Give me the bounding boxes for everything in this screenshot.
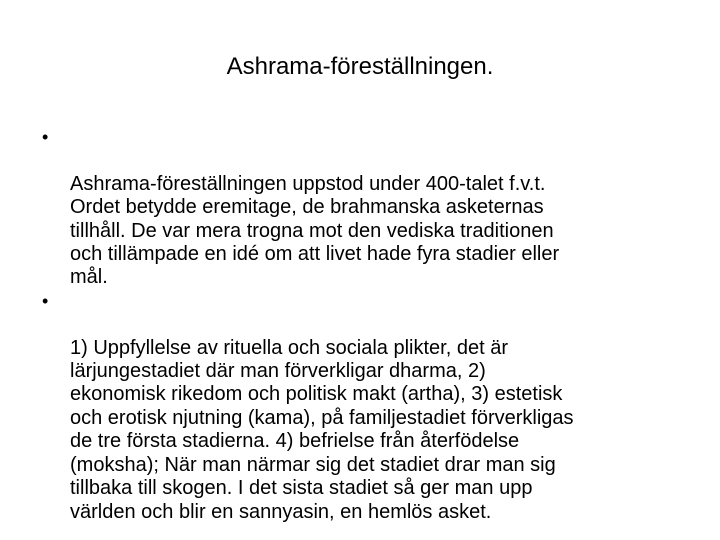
bullet-text: Ashrama-föreställningen uppstod under 400-talet f.v.t. Ordet betydde eremitage, de brahmanska asketernas tillhåll. De var mera trogna mot den vediska traditionen och tillämpade en idé om att livet hade fyra stadier eller mål. [70,172,560,289]
slide-title: Ashrama-föreställningen. [226,53,494,80]
bullet-list [42,126,692,524]
bullet-marker: • [42,127,49,147]
bullet-item [42,126,692,290]
bullet-marker: • [42,290,49,311]
bullet-text: 1) Uppfyllelse av rituella och sociala plikter, det är lärjungestadiet där man förverkligar dharma, 2) ekonomisk rikedom och politisk makt (artha), 3) estetisk och erotisk njutning (kama), på familjestadiet förverkligas de tre första stadierna. 4) befrielse från återfödelse (moksha); När man närmar sig det stadiet drar man sig tillbaka till skogen. I det sista stadiet så ger man upp världen och blir en sannyasin, en hemlös asket. [70,336,574,523]
bullet-item [42,290,692,524]
